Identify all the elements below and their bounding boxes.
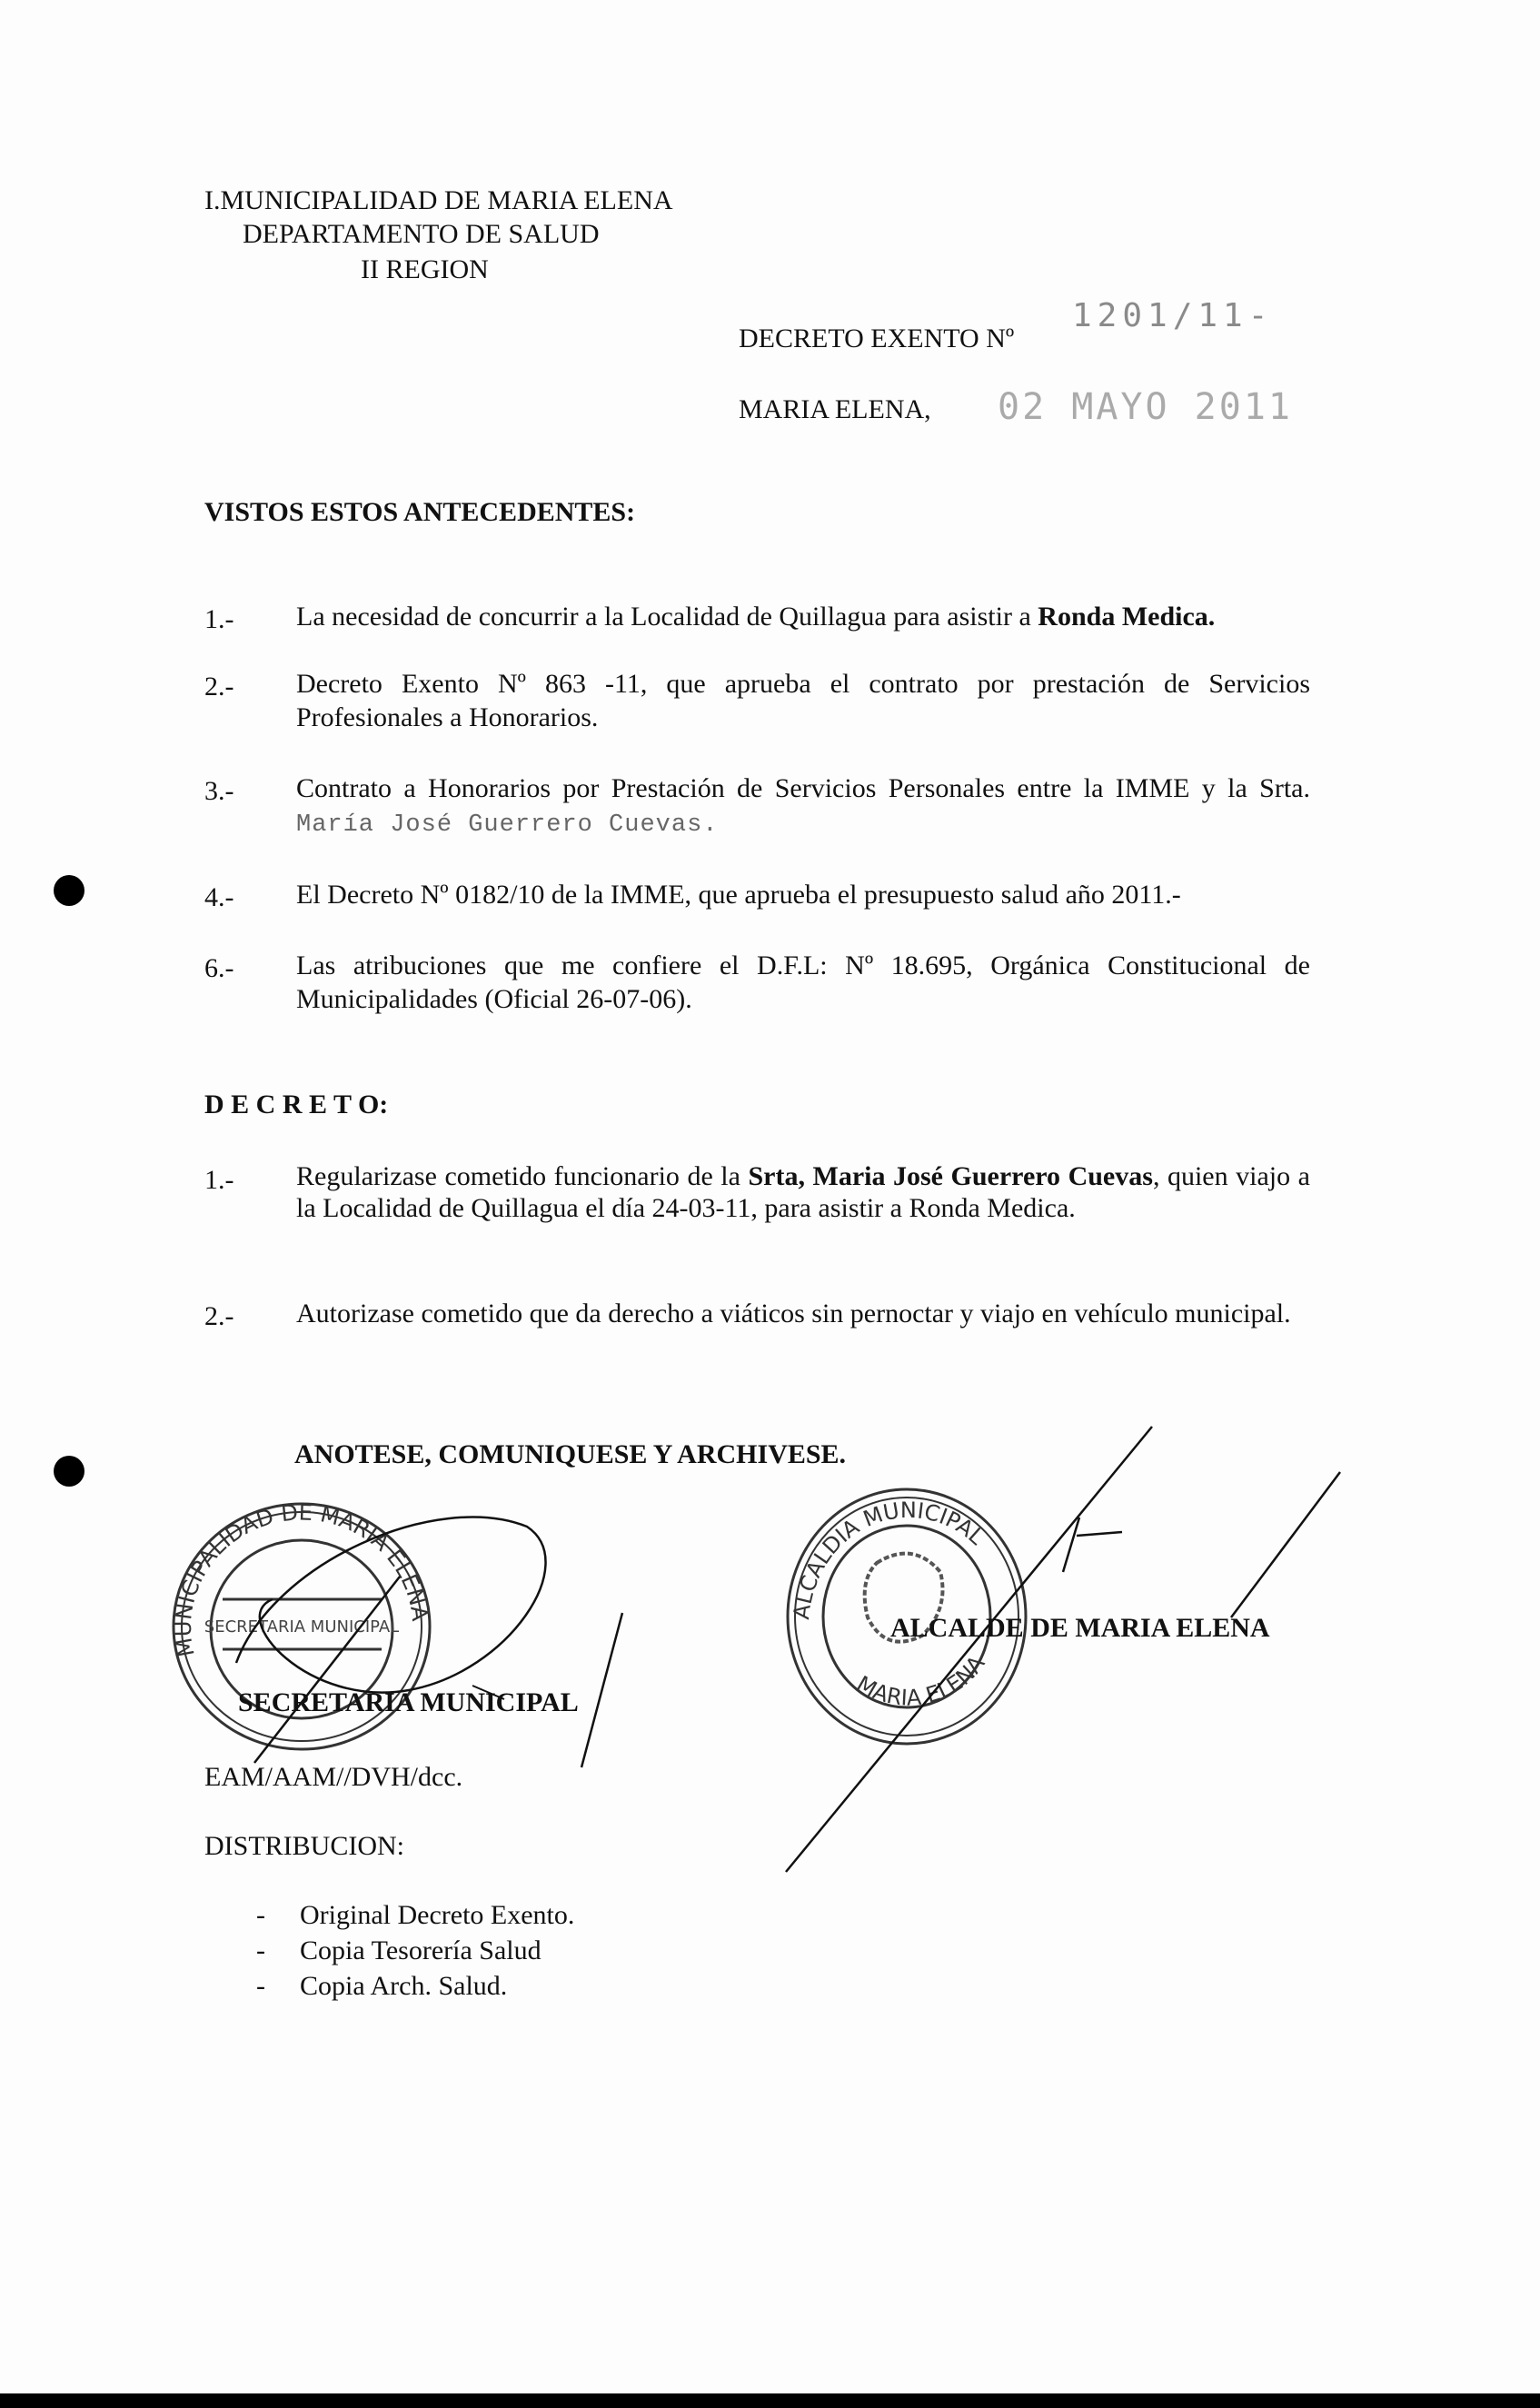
item-number: 1.- (204, 1165, 234, 1195)
vistos-item-4: El Decreto Nº 0182/10 de la IMME, que aprueba el presupuesto salud año 2011.- (296, 880, 1181, 910)
scan-edge (0, 2393, 1540, 2408)
date-stamp: 02 MAYO 2011 (998, 386, 1293, 428)
alcaldia-stamp-bottom-text: MARIA ELENA (852, 1650, 990, 1711)
item-number: 3.- (204, 776, 234, 806)
alcalde-signature-label: ALCALDE DE MARIA ELENA (890, 1613, 1270, 1643)
vistos-item-6: Las atribuciones que me confiere el D.F.L: Nº 18.695, Orgánica Constitucional de Municipalidades (Oficial 26-07-06). (296, 950, 1310, 1014)
item-number: 2.- (204, 1301, 234, 1331)
secretaria-signature-label: SECRETARIA MUNICIPAL (238, 1687, 579, 1717)
punch-hole (54, 1456, 84, 1487)
header-municipality: I.MUNICIPALIDAD DE MARIA ELENA (204, 185, 673, 215)
item-text: , quien viajo a la Localidad de Quillagua el día 24-03-11, para asistir a Ronda Medica. (296, 1161, 1310, 1223)
distribution-bullet: - (256, 1900, 265, 1930)
header-region: II REGION (361, 254, 489, 284)
item-bold-text: Srta, Maria José Guerrero Cuevas (748, 1161, 1153, 1191)
decreto-item-2: Autorizase cometido que da derecho a viáticos sin pernoctar y viajo en vehículo municipal. (296, 1299, 1291, 1328)
vistos-item-2: Decreto Exento Nº 863 -11, que aprueba el contrato por prestación de Servicios Profesionales a Honorarios. (296, 669, 1310, 732)
item-bold-text: Ronda Medica. (1038, 602, 1216, 632)
item-text: Contrato a Honorarios por Prestación de Servicios Personales entre la IMME y la Srta. (296, 773, 1310, 803)
distribution-item: Copia Arch. Salud. (300, 1971, 508, 2001)
item-number: 1.- (204, 604, 234, 634)
distribution-bullet: - (256, 1971, 265, 2001)
decree-place: MARIA ELENA, (739, 394, 931, 424)
distribution-item: Original Decreto Exento. (300, 1900, 575, 1930)
item-number: 4.- (204, 882, 234, 912)
item-text: La necesidad de concurrir a la Localidad de Quillagua para asistir a (296, 602, 1038, 632)
initials: EAM/AAM//DVH/dcc. (204, 1762, 463, 1792)
secretaria-stamp-outer-text: MUNICIPALIDAD DE MARIA ELENA (170, 1499, 432, 1659)
decree-label: DECRETO EXENTO Nº (739, 323, 1015, 353)
decree-number-stamp: 1201/11- (1072, 297, 1274, 334)
item-text: Regularizase cometido funcionario de la (296, 1161, 749, 1191)
distribution-bullet: - (256, 1935, 265, 1965)
distribution-item: Copia Tesorería Salud (300, 1935, 541, 1965)
handwritten-signatures (236, 1427, 1340, 1872)
item-number: 2.- (204, 672, 234, 702)
typed-name: María José Guerrero Cuevas. (296, 811, 719, 839)
punch-hole (54, 875, 84, 906)
secretaria-stamp-inner-text: SECRETARIA MUNICIPAL (204, 1617, 400, 1637)
decreto-title: D E C R E T O: (204, 1090, 389, 1119)
vistos-title: VISTOS ESTOS ANTECEDENTES: (204, 497, 636, 527)
distribution-title: DISTRIBUCION: (204, 1831, 405, 1861)
item-number: 6.- (204, 953, 234, 983)
closing-text: ANOTESE, COMUNIQUESE Y ARCHIVESE. (294, 1439, 847, 1469)
alcaldia-stamp-top-text: ALCALDIA MUNICIPAL (789, 1497, 989, 1621)
header-department: DEPARTAMENTO DE SALUD (243, 219, 600, 249)
